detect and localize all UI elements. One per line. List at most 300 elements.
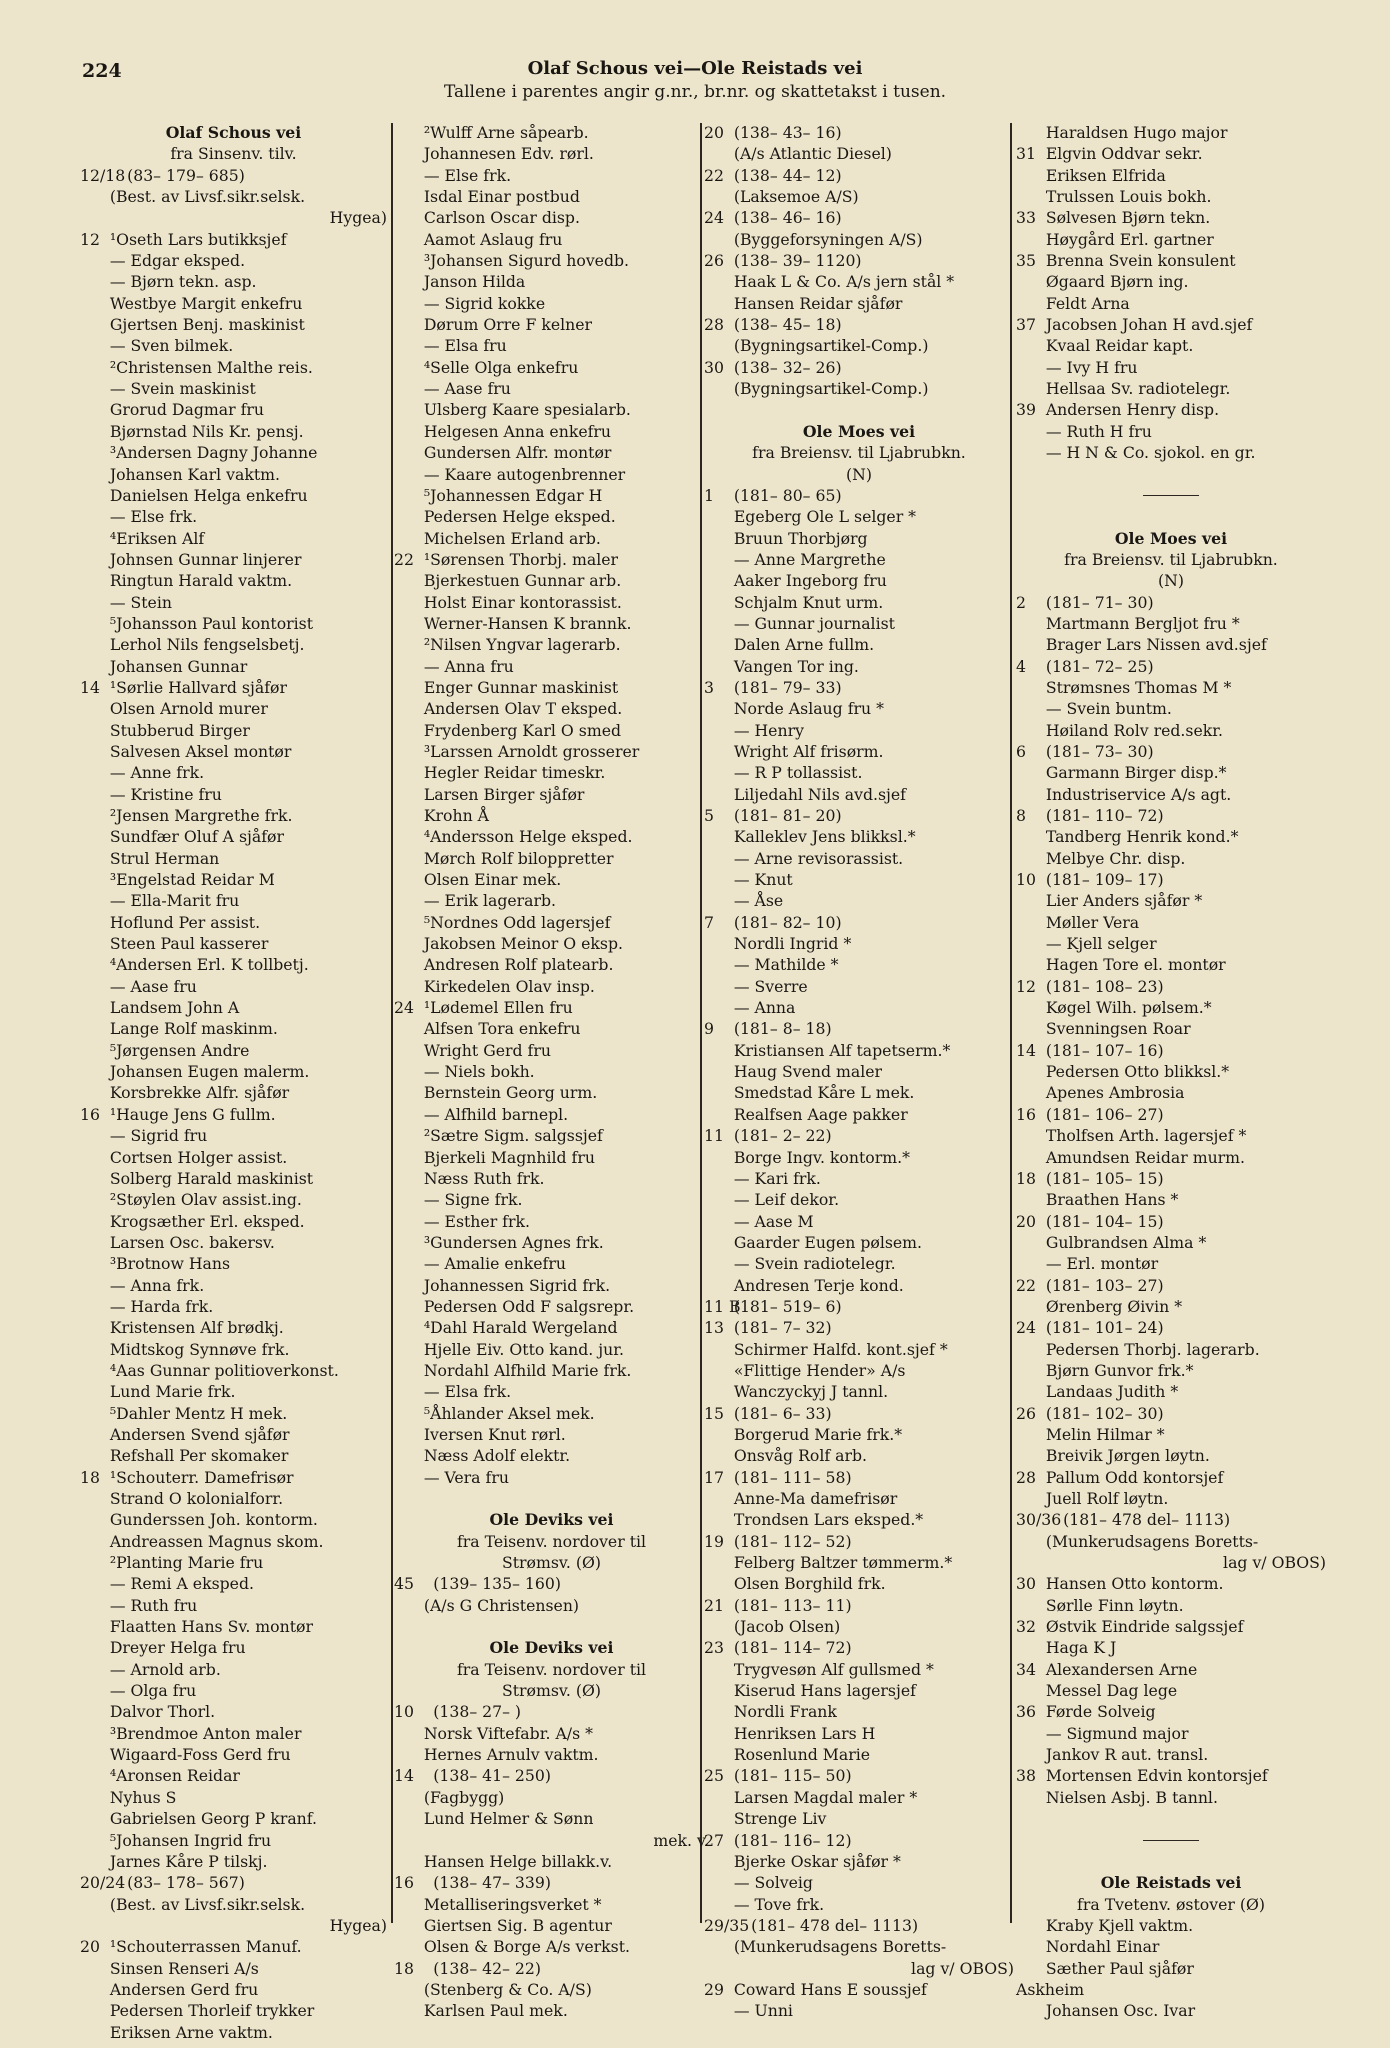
directory-entry: [704, 250, 1014, 271]
directory-entry: [704, 122, 1014, 143]
house-number: 12: [1016, 976, 1036, 996]
house-number: 23: [704, 1638, 724, 1658]
directory-entry: [80, 1317, 387, 1338]
directory-entry: [1016, 1637, 1326, 1658]
directory-entry: [394, 1830, 709, 1851]
directory-entry: [1016, 314, 1326, 335]
entry-text: ³Brotnow Hans: [109, 1254, 231, 1274]
directory-entry: [80, 1104, 387, 1125]
directory-entry: [80, 1381, 387, 1402]
directory-entry: [704, 1147, 1014, 1168]
entry-text: Hagen Tore el. montør: [1045, 955, 1226, 975]
entry-text: (138– 32– 26): [733, 357, 842, 377]
street-description: [394, 1531, 709, 1552]
house-number: 10: [394, 1702, 414, 1722]
directory-entry: [80, 1211, 387, 1232]
entry-text: ³Larssen Arnoldt grosserer: [423, 741, 640, 761]
directory-entry: [704, 1509, 1014, 1530]
entry-text: — Anne frk.: [109, 763, 205, 783]
directory-entry: [1016, 848, 1326, 869]
directory-entry: [1016, 1595, 1326, 1616]
directory-entry: [704, 207, 1014, 228]
directory-entry: [704, 826, 1014, 847]
entry-text: Strømsv. (Ø): [502, 1681, 601, 1701]
entry-text: — Kjell selger: [1045, 934, 1157, 954]
entry-text: Trulssen Louis bokh.: [1045, 187, 1212, 207]
directory-entry: [80, 1595, 387, 1616]
directory-entry: [394, 1765, 709, 1786]
directory-entry: [704, 357, 1014, 378]
directory-entry: [394, 1018, 709, 1039]
directory-entry: [1016, 997, 1326, 1018]
directory-entry: [394, 1872, 709, 1893]
page-subtitle: Tallene i parentes angir g.nr., br.nr. og skattetakst i tusen.: [443, 82, 947, 102]
entry-text: Pedersen Thorbj. lagerarb.: [1045, 1339, 1260, 1359]
house-number: 16: [394, 1873, 414, 1893]
directory-entry: [394, 1445, 709, 1466]
directory-entry: [394, 506, 709, 527]
entry-text: ²Sætre Sigm. salgssjef: [423, 1126, 603, 1146]
entry-text: Trondsen Lars eksped.*: [733, 1510, 924, 1530]
directory-entry: [704, 1317, 1014, 1338]
directory-entry: [80, 1509, 387, 1530]
directory-entry: [1016, 1936, 1326, 1957]
entry-text: — Gunnar journalist: [733, 613, 895, 633]
entry-text: (181– 519– 6): [733, 1296, 842, 1316]
house-number: 6: [1016, 741, 1026, 761]
entry-text: Bjerkeli Magnhild fru: [423, 1147, 595, 1167]
directory-entry: [1016, 1360, 1326, 1381]
entry-text: (181– 110– 72): [1045, 806, 1164, 825]
directory-entry: [80, 186, 387, 207]
directory-entry: [394, 464, 709, 485]
entry-text: — Stein: [109, 592, 172, 612]
directory-entry: [80, 528, 387, 549]
directory-entry: [394, 1936, 709, 1957]
entry-text: Cortsen Holger assist.: [109, 1147, 288, 1167]
directory-entry: [1016, 592, 1326, 613]
entry-text: ¹Oseth Lars butikksjef: [109, 229, 287, 249]
entry-text: (138– 43– 16): [733, 123, 842, 142]
entry-text: lag v/ OBOS): [911, 1958, 1014, 1978]
house-number: 16: [80, 1104, 100, 1124]
directory-entry: [394, 1040, 709, 1061]
directory-entry: [394, 1061, 709, 1082]
entry-text: Kvaal Reidar kapt.: [1045, 336, 1194, 356]
entry-text: Gabrielsen Georg P kranf.: [109, 1809, 318, 1829]
entry-text: (83– 179– 685): [127, 165, 245, 185]
entry-text: Frydenberg Karl O smed: [423, 720, 622, 740]
directory-entry: [394, 869, 709, 890]
directory-entry: [394, 335, 709, 356]
entry-text: Kirkedelen Olav insp.: [423, 976, 595, 996]
entry-text: Pedersen Odd F salgsrepr.: [423, 1296, 635, 1316]
directory-entry: [80, 933, 387, 954]
house-number: 2: [1016, 592, 1026, 612]
blank-line: [704, 399, 1014, 420]
directory-entry: [704, 1467, 1014, 1488]
entry-text: Sørlle Finn løytn.: [1045, 1595, 1184, 1615]
directory-entry: [80, 1830, 387, 1851]
directory-entry: [1016, 1189, 1326, 1210]
entry-text: (181– 2– 22): [733, 1126, 832, 1146]
directory-entry: [394, 314, 709, 335]
entry-text: — Signe frk.: [423, 1190, 523, 1210]
directory-entry: [704, 378, 1014, 399]
entry-text: (181– 111– 58): [733, 1467, 852, 1487]
directory-entry: [80, 1659, 387, 1680]
entry-text: Henriksen Lars H: [733, 1723, 876, 1743]
directory-entry: [394, 805, 709, 826]
directory-entry: [80, 784, 387, 805]
directory-entry: [80, 378, 387, 399]
entry-text: (181– 7– 32): [733, 1318, 832, 1338]
directory-entry: [80, 165, 387, 186]
directory-entry: [394, 1424, 709, 1445]
house-number: 5: [704, 806, 714, 825]
entry-text: Bjørn Gunvor frk.*: [1045, 1360, 1194, 1380]
directory-entry: [704, 677, 1014, 698]
directory-entry: [704, 869, 1014, 890]
entry-text: Køgel Wilh. pølsem.*: [1045, 998, 1212, 1018]
entry-text: Feldt Arna: [1045, 293, 1130, 313]
entry-text: — R P tollassist.: [733, 763, 863, 783]
directory-entry: [1016, 826, 1326, 847]
directory-entry: [394, 656, 709, 677]
directory-entry: [1016, 762, 1326, 783]
entry-text: — Harda frk.: [109, 1296, 214, 1316]
entry-text: ⁵Johannessen Edgar H: [423, 485, 603, 505]
house-number: 27: [704, 1830, 724, 1850]
directory-entry: [704, 1701, 1014, 1722]
entry-text: Flaatten Hans Sv. montør: [109, 1617, 313, 1637]
entry-text: Grorud Dagmar fru: [109, 400, 265, 420]
directory-entry: [1016, 656, 1326, 677]
directory-entry: [704, 784, 1014, 805]
entry-text: Jakobsen Meinor O eksp.: [423, 934, 624, 954]
directory-entry: [704, 528, 1014, 549]
directory-entry: [394, 762, 709, 783]
entry-text: Danielsen Helga enkefru: [109, 485, 308, 505]
house-number: 10: [1016, 870, 1036, 890]
directory-entry: [704, 1808, 1014, 1829]
entry-text: (181– 104– 15): [1045, 1211, 1164, 1231]
house-number: 28: [1016, 1467, 1036, 1487]
entry-text: Pedersen Helge eksped.: [423, 507, 616, 527]
directory-entry: [394, 207, 709, 228]
directory-entry: [1016, 1018, 1326, 1039]
directory-entry: [704, 997, 1014, 1018]
directory-entry: [80, 976, 387, 997]
entry-text: Johannesen Edv. rørl.: [423, 144, 594, 164]
entry-text: Nordli Ingrid *: [733, 934, 852, 954]
directory-entry: [80, 1061, 387, 1082]
entry-text: (A/s Atlantic Diesel): [733, 144, 892, 164]
entry-text: Norsk Viftefabr. A/s *: [423, 1723, 593, 1743]
entry-text: Jarnes Kåre P tilskj.: [109, 1851, 268, 1871]
directory-entry: [704, 1424, 1014, 1445]
entry-text: Messel Dag lege: [1045, 1681, 1178, 1701]
directory-entry: [80, 1637, 387, 1658]
entry-text: Østvik Eindride salgssjef: [1045, 1617, 1244, 1637]
directory-entry: [394, 378, 709, 399]
directory-entry: [394, 592, 709, 613]
entry-text: Møller Vera: [1045, 912, 1140, 932]
directory-entry: [394, 570, 709, 591]
entry-text: — Sigmund major: [1045, 1723, 1189, 1743]
directory-entry: [704, 1168, 1014, 1189]
street-description: [1016, 570, 1326, 591]
directory-entry: [1016, 1787, 1326, 1808]
directory-column-3: [704, 122, 1014, 2022]
entry-text: — Elsa fru: [423, 336, 507, 356]
directory-entry: [1016, 1958, 1326, 1979]
entry-text: — Edgar eksped.: [109, 251, 246, 271]
house-number: 26: [1016, 1403, 1036, 1423]
entry-text: Aaker Ingeborg fru: [733, 571, 887, 591]
street-description: [394, 1680, 709, 1701]
entry-text: fra Teisenv. nordover til: [456, 1659, 647, 1679]
entry-text: (181– 115– 50): [733, 1766, 852, 1786]
directory-entry: [704, 314, 1014, 335]
directory-entry: [394, 997, 709, 1018]
directory-entry: [704, 1082, 1014, 1103]
directory-entry: [394, 890, 709, 911]
entry-text: (181– 105– 15): [1045, 1168, 1164, 1188]
entry-text: — Arnold arb.: [109, 1659, 221, 1679]
directory-entry: [1016, 1232, 1326, 1253]
directory-entry: [394, 1147, 709, 1168]
entry-text: (181– 79– 33): [733, 677, 842, 697]
entry-text: — Svein maskinist: [109, 379, 256, 399]
entry-text: Solberg Harald maskinist: [109, 1168, 314, 1188]
entry-text: ²Christensen Malthe reis.: [109, 357, 313, 377]
entry-text: — Anna: [733, 998, 796, 1018]
entry-text: (181– 8– 18): [733, 1019, 832, 1039]
directory-entry: [704, 1851, 1014, 1872]
entry-text: lag v/ OBOS): [1223, 1553, 1326, 1573]
entry-text: Norde Aslaug fru *: [733, 699, 884, 719]
directory-entry: [1016, 1317, 1326, 1338]
entry-text: Gulbrandsen Alma *: [1045, 1232, 1207, 1252]
entry-text: — H N & Co. sjokol. en gr.: [1045, 443, 1256, 463]
house-number: 37: [1016, 315, 1036, 335]
entry-text: Andreassen Magnus skom.: [109, 1531, 324, 1551]
directory-entry: [704, 485, 1014, 506]
directory-entry: [1016, 1509, 1326, 1530]
directory-entry: [80, 1744, 387, 1765]
entry-text: ⁴Aas Gunnar politioverkonst.: [109, 1360, 339, 1380]
entry-text: Holst Einar kontorassist.: [423, 592, 622, 612]
entry-text: Johannessen Sigrid frk.: [423, 1275, 611, 1295]
directory-entry: [394, 741, 709, 762]
directory-entry: [704, 1659, 1014, 1680]
directory-entry: [394, 826, 709, 847]
directory-entry: [394, 143, 709, 164]
directory-entry: [704, 1979, 1014, 2000]
directory-entry: [80, 549, 387, 570]
entry-text: Borgerud Marie frk.*: [733, 1424, 903, 1444]
directory-entry: [1016, 1381, 1326, 1402]
directory-entry: [394, 1573, 709, 1594]
entry-text: Juell Rolf løytn.: [1045, 1489, 1169, 1508]
street-description: [1016, 1894, 1326, 1915]
entry-text: Kristensen Alf brødkj.: [109, 1318, 284, 1338]
directory-entry: [80, 1723, 387, 1744]
directory-entry: [80, 1168, 387, 1189]
directory-entry: [80, 762, 387, 783]
blank-line: [394, 1488, 709, 1509]
directory-entry: [80, 912, 387, 933]
house-number: 22: [394, 549, 414, 569]
directory-entry: [1016, 293, 1326, 314]
blank-line: [1016, 1851, 1326, 1872]
entry-text: Førde Solveig: [1045, 1702, 1156, 1722]
directory-entry: [704, 1104, 1014, 1125]
directory-entry: [394, 122, 709, 143]
entry-text: Westbye Margit enkefru: [109, 293, 303, 313]
directory-entry: [1016, 976, 1326, 997]
entry-text: (181– 108– 23): [1045, 976, 1164, 996]
directory-entry: [1016, 335, 1326, 356]
entry-text: Borge Ingv. kontorm.*: [733, 1147, 910, 1167]
street-heading: [1016, 528, 1326, 549]
directory-entry: [80, 1851, 387, 1872]
entry-text: ³Johansen Sigurd hovedb.: [423, 251, 630, 271]
directory-entry: [1016, 805, 1326, 826]
entry-text: ²Nilsen Yngvar lagerarb.: [423, 635, 621, 655]
directory-entry: [1016, 1573, 1326, 1594]
entry-text: Ole Deviks vei: [489, 1638, 614, 1658]
directory-entry: [80, 1467, 387, 1488]
house-number: 14: [1016, 1040, 1036, 1060]
entry-text: Metalliseringsverket *: [423, 1894, 602, 1914]
entry-text: Haak L & Co. A/s jern stål *: [733, 272, 955, 292]
entry-text: Amundsen Reidar murm.: [1045, 1147, 1246, 1167]
directory-entry: [394, 954, 709, 975]
directory-entry: [80, 720, 387, 741]
directory-entry: [704, 165, 1014, 186]
entry-text: Brager Lars Nissen avd.sjef: [1045, 635, 1267, 655]
entry-text: Nordahl Alfhild Marie frk.: [423, 1360, 632, 1380]
directory-entry: [704, 1253, 1014, 1274]
entry-text: Olsen Arnold murer: [109, 699, 268, 719]
entry-text: Helgesen Anna enkefru: [423, 421, 612, 441]
directory-entry: [704, 720, 1014, 741]
street-description: [80, 143, 387, 164]
directory-entry: [704, 1573, 1014, 1594]
entry-text: — Aase M: [733, 1211, 814, 1231]
directory-entry: [704, 1232, 1014, 1253]
directory-entry: [394, 357, 709, 378]
directory-entry: [394, 1744, 709, 1765]
directory-entry: [1016, 954, 1326, 975]
entry-text: — Knut: [733, 870, 793, 890]
directory-entry: [1016, 1765, 1326, 1786]
entry-text: Ole Moes vei: [1114, 528, 1228, 548]
directory-entry: [704, 1830, 1014, 1851]
entry-text: (N): [846, 464, 872, 484]
entry-text: — Amalie enkefru: [423, 1254, 566, 1274]
entry-text: Mortensen Edvin kontorsjef: [1045, 1766, 1268, 1786]
directory-entry: [704, 1680, 1014, 1701]
house-number: Askheim: [1016, 1979, 1085, 1999]
directory-entry: [704, 890, 1014, 911]
entry-text: Bjerkestuen Gunnar arb.: [423, 571, 622, 591]
entry-text: Strul Herman: [109, 848, 220, 868]
directory-entry: [1016, 1531, 1326, 1552]
house-number: 14: [394, 1766, 414, 1786]
entry-text: Øgaard Bjørn ing.: [1045, 272, 1189, 292]
directory-entry: [704, 741, 1014, 762]
entry-text: Melbye Chr. disp.: [1045, 848, 1186, 868]
entry-text: Krogsæther Erl. eksped.: [109, 1211, 305, 1231]
house-number: 8: [1016, 806, 1026, 825]
entry-text: (N): [1158, 571, 1184, 591]
directory-entry: [394, 293, 709, 314]
entry-text: (Jacob Olsen): [733, 1617, 841, 1637]
house-number: 45: [394, 1574, 414, 1594]
entry-text: Rosenlund Marie: [733, 1745, 870, 1765]
directory-entry: [1016, 1339, 1326, 1360]
entry-text: — Kristine fru: [109, 784, 222, 804]
entry-text: Schjalm Knut urm.: [733, 592, 884, 612]
entry-text: Dørum Orre F kelner: [423, 315, 593, 335]
directory-entry: [80, 421, 387, 442]
entry-text: — Sigrid kokke: [423, 293, 546, 313]
entry-text: Stubberud Birger: [109, 720, 250, 740]
entry-text: Garmann Birger disp.*: [1045, 763, 1227, 783]
entry-text: Eriksen Elfrida: [1045, 165, 1166, 185]
entry-text: (181– 106– 27): [1045, 1104, 1164, 1124]
entry-text: (138– 46– 16): [733, 208, 842, 228]
entry-text: Sinsen Renseri A/s: [109, 1958, 259, 1978]
entry-text: Strenge Liv: [733, 1809, 827, 1829]
entry-text: — Niels bokh.: [423, 1062, 535, 1082]
entry-text: Sundfær Oluf A sjåfør: [109, 827, 284, 847]
entry-text: Ole Reistads vei: [1100, 1873, 1242, 1893]
directory-entry: [704, 1125, 1014, 1146]
directory-entry: [394, 1104, 709, 1125]
entry-text: ⁵Jørgensen Andre: [109, 1040, 250, 1060]
entry-text: Schirmer Halfd. kont.sjef *: [733, 1339, 948, 1359]
entry-text: — Sverre: [733, 976, 808, 996]
entry-text: — Anna fru: [423, 656, 514, 676]
directory-entry: [394, 528, 709, 549]
entry-text: — Remi A eksped.: [109, 1574, 254, 1594]
directory-entry: [80, 229, 387, 250]
entry-text: Karlsen Paul mek.: [423, 2001, 568, 2021]
house-number: 30: [1016, 1574, 1036, 1594]
entry-text: ¹Lødemel Ellen fru: [423, 998, 573, 1018]
entry-text: ²Planting Marie fru: [109, 1553, 264, 1573]
entry-text: Andresen Terje kond.: [733, 1275, 904, 1295]
directory-entry: [394, 613, 709, 634]
entry-text: (138– 44– 12): [733, 165, 842, 185]
house-number: 35: [1016, 251, 1036, 271]
entry-text: Ulsberg Kaare spesialarb.: [423, 400, 631, 420]
house-number: 18: [80, 1467, 100, 1487]
directory-entry: [704, 698, 1014, 719]
entry-text: (138– 45– 18): [733, 315, 842, 335]
entry-text: (138– 41– 250): [433, 1766, 551, 1786]
directory-entry: [394, 229, 709, 250]
entry-text: Andersen Svend sjåfør: [109, 1424, 290, 1444]
entry-text: Næss Adolf elektr.: [423, 1446, 571, 1466]
directory-entry: [80, 1765, 387, 1786]
directory-entry: [704, 1894, 1014, 1915]
street-description: [394, 1659, 709, 1680]
